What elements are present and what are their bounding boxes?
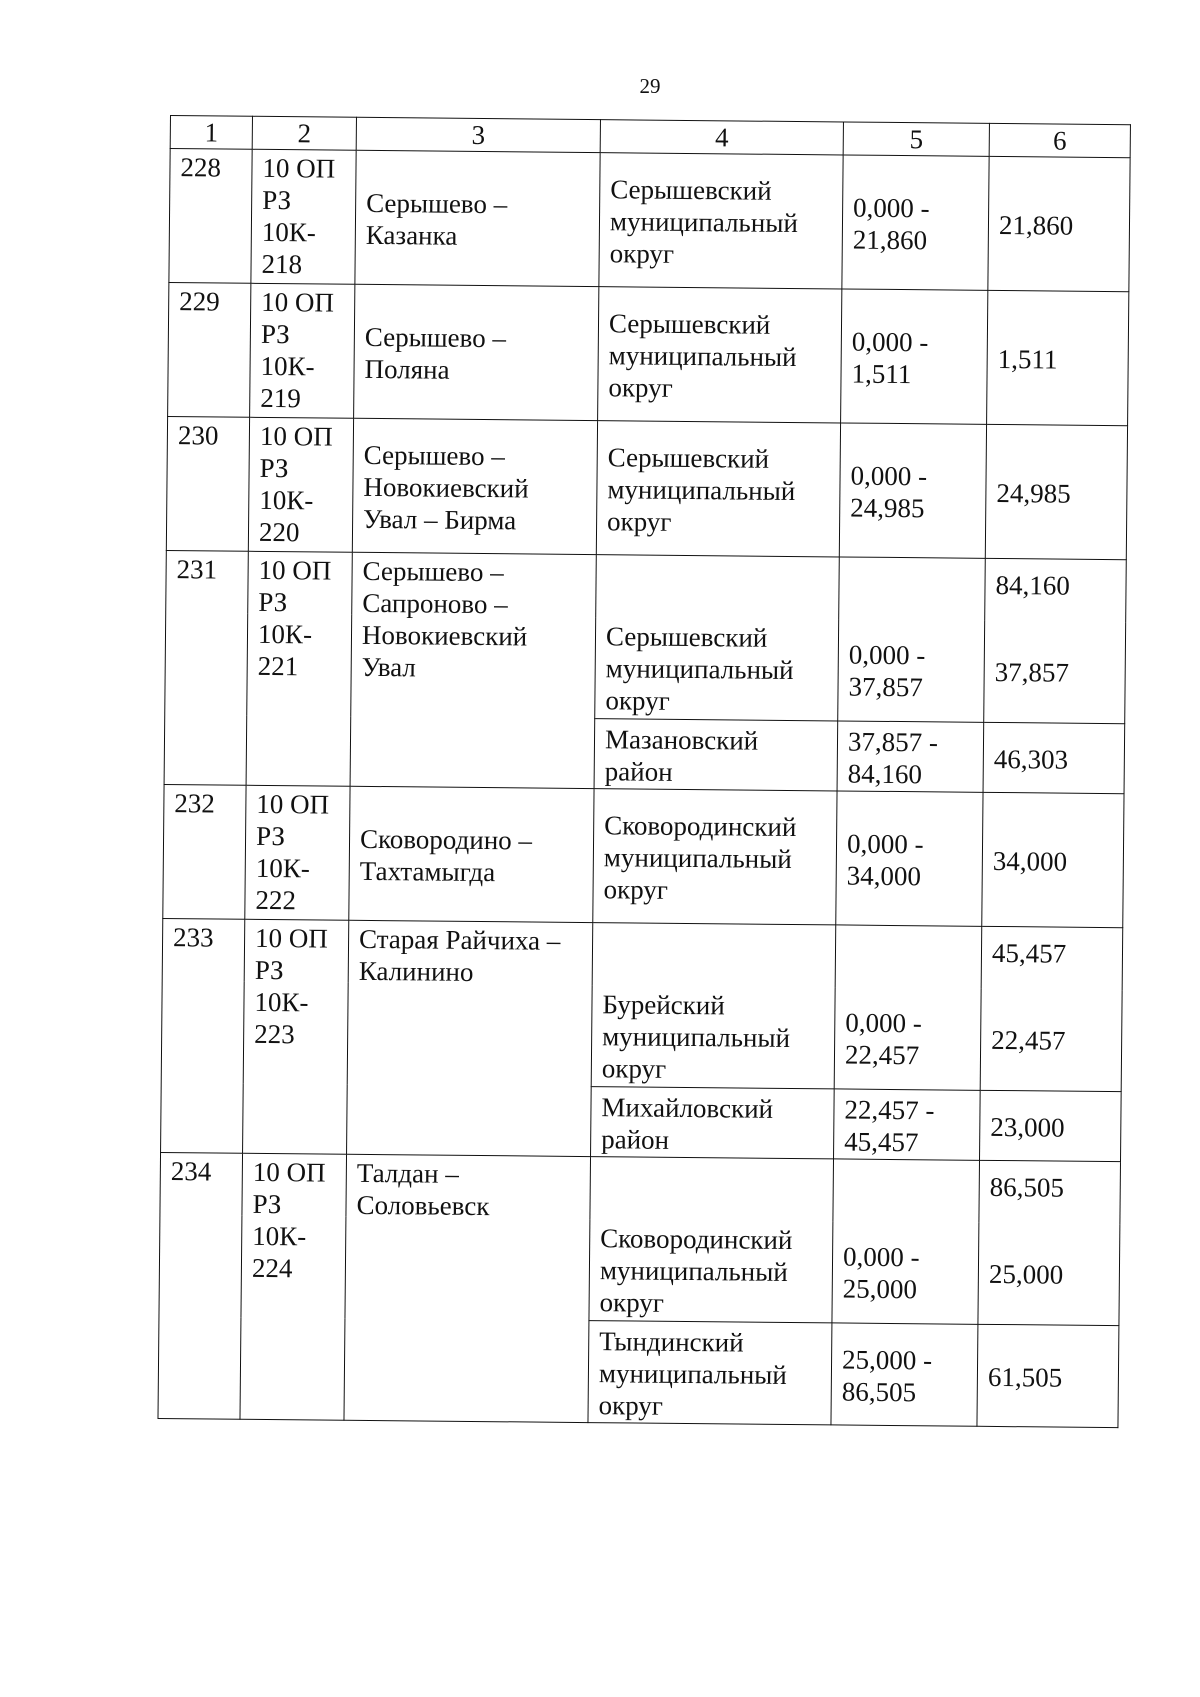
cell-line: 10 ОП (256, 788, 330, 820)
road-code (245, 785, 350, 920)
district (598, 287, 842, 423)
row-number (168, 282, 251, 417)
cell-line: 86,505 (841, 1376, 917, 1407)
cell-line: Новокиевский (361, 619, 528, 652)
cell-line: муниципальный (609, 205, 799, 238)
cell-line: 220 (258, 516, 300, 548)
cell-line: муниципальный (607, 473, 796, 506)
cell-line: Казанка (365, 219, 458, 251)
table-row (160, 1152, 1121, 1223)
cell-line: район (601, 1123, 670, 1155)
road-name (355, 150, 600, 286)
table-row (162, 918, 1123, 989)
table-row (166, 550, 1127, 621)
road-table (157, 115, 1130, 1428)
cell-line: 10К- (259, 484, 314, 516)
cell-line: Серышево – (363, 439, 505, 471)
row-number (163, 784, 246, 919)
segment-length-text: 61,505 (987, 1361, 1063, 1393)
road-code (250, 283, 355, 418)
cell-line: Соловьевск (356, 1189, 490, 1222)
cell-line: 0,000 - (845, 1007, 922, 1039)
cell-line: 10 ОП (252, 1156, 326, 1188)
cell-line: 10 ОП (254, 922, 328, 954)
district-empty (596, 555, 840, 619)
cell-line: 21,860 (852, 224, 928, 255)
cell-line: округ (606, 505, 672, 537)
cell-line: 0,000 - (853, 192, 930, 223)
cell-line: округ (608, 371, 673, 403)
total-length (985, 558, 1127, 621)
total-length-text: 21,860 (998, 209, 1074, 241)
cell-line: Увал (361, 651, 417, 683)
cell-line: 10К- (255, 852, 310, 884)
km-range-empty (835, 925, 982, 988)
total-length-text: 24,985 (996, 477, 1071, 509)
column-header: 6 (989, 123, 1130, 157)
cell-line: РЗ (262, 184, 292, 216)
segment-length-text: 37,857 (994, 657, 1070, 688)
road-name (344, 1154, 591, 1422)
row-number (164, 550, 248, 785)
road-code (240, 1153, 347, 1420)
road-table-sheet (157, 115, 1129, 1428)
km-range (834, 1089, 981, 1160)
cell-line: 0,000 - (842, 1241, 920, 1273)
road-code (246, 551, 352, 786)
cell-line: Серышевский (607, 441, 770, 474)
row-number-text: 229 (179, 286, 220, 317)
column-header: 5 (843, 122, 989, 156)
cell-line: Старая Райчиха – (358, 923, 561, 956)
cell-line: округ (599, 1287, 665, 1319)
km-range (832, 1221, 979, 1324)
district (588, 1321, 832, 1425)
cell-line: 10К- (260, 350, 315, 382)
cell-line: 24,985 (850, 492, 925, 523)
cell-line: 222 (255, 884, 297, 916)
cell-line: округ (598, 1389, 664, 1421)
segment-length-text: 22,457 (991, 1025, 1066, 1056)
cell-line: 22,457 (844, 1039, 920, 1071)
district (595, 617, 839, 721)
cell-line: район (604, 755, 673, 787)
row-number-text: 234 (170, 1156, 212, 1187)
cell-line: 0,000 - (850, 460, 928, 491)
row-number (158, 1152, 243, 1419)
cell-line: муниципальный (602, 1021, 791, 1054)
cell-line: муниципальный (608, 339, 797, 372)
cell-line: РЗ (254, 954, 284, 986)
cell-line: 45,457 (844, 1126, 919, 1157)
km-range-empty (833, 1159, 980, 1222)
road-code (243, 919, 349, 1154)
table-row (169, 149, 1130, 292)
total-length (982, 792, 1124, 927)
cell-line: округ (605, 685, 670, 717)
table-row (163, 784, 1124, 927)
km-range (831, 1323, 978, 1426)
road-code (251, 149, 356, 284)
row-number (161, 918, 245, 1153)
cell-line: 10К- (257, 618, 313, 650)
km-range (841, 289, 988, 424)
km-range (838, 619, 985, 722)
cell-line: округ (601, 1053, 667, 1085)
segment-length (980, 988, 1122, 1091)
cell-line: Михайловский (601, 1091, 774, 1124)
km-range (834, 987, 981, 1090)
cell-line: 1,511 (851, 358, 912, 389)
segment-length-text: 25,000 (988, 1259, 1064, 1290)
cell-line: 221 (257, 650, 299, 682)
cell-line: 10К- (254, 986, 309, 1018)
district (591, 1087, 835, 1159)
cell-line: РЗ (255, 820, 286, 852)
km-range-empty (839, 557, 986, 620)
district (596, 421, 840, 557)
row-number-text: 228 (180, 152, 222, 183)
segment-length (984, 620, 1126, 723)
column-header: 3 (356, 117, 600, 152)
total-length (979, 1160, 1121, 1223)
district (593, 789, 837, 925)
cell-line: 10 ОП (261, 286, 335, 318)
cell-line: 0,000 - (851, 326, 929, 357)
total-length-text: 34,000 (992, 845, 1068, 877)
total-length-text: 1,511 (997, 343, 1058, 375)
table-row (168, 282, 1129, 425)
column-header: 4 (600, 120, 843, 155)
cell-line: Сапроново – (362, 587, 508, 620)
cell-line: 25,000 - (841, 1344, 933, 1375)
cell-line: РЗ (258, 586, 288, 618)
total-length (985, 424, 1127, 559)
cell-line: Мазановский (604, 723, 759, 756)
cell-line: 37,857 - (847, 726, 939, 757)
cell-line: Серышевский (608, 307, 771, 340)
row-number-text: 231 (176, 554, 218, 585)
cell-line: Тындинский (599, 1325, 744, 1358)
column-header: 1 (170, 116, 252, 150)
road-name (352, 418, 597, 554)
cell-line: 34,000 (846, 860, 922, 891)
segment-length (980, 1090, 1122, 1161)
district (589, 1219, 833, 1323)
road-name (347, 920, 593, 1156)
segment-length (977, 1324, 1119, 1427)
cell-line: Сковородинский (600, 1223, 793, 1256)
cell-line: 0,000 - (846, 828, 924, 859)
cell-line: Увал – Бирма (362, 503, 517, 535)
total-length-text: 45,457 (991, 937, 1067, 969)
cell-line: Бурейский (602, 989, 725, 1021)
cell-line: муниципальный (599, 1255, 788, 1288)
cell-line: 25,000 (842, 1273, 918, 1305)
total-length (988, 156, 1130, 291)
cell-line: Серышево – (364, 321, 507, 353)
cell-line: округ (609, 237, 675, 269)
cell-line: округ (603, 873, 669, 905)
page-number: 29 (639, 74, 661, 98)
cell-line: Поляна (364, 353, 450, 385)
column-header: 2 (252, 116, 356, 150)
cell-line: 10К- (261, 216, 317, 248)
district (599, 153, 843, 289)
cell-line: 22,457 - (844, 1094, 935, 1125)
cell-line: Серышевский (605, 621, 768, 654)
cell-line: Серышево – (362, 555, 504, 588)
row-number (169, 149, 252, 284)
cell-line: Тахтамыгда (359, 855, 496, 887)
road-name (350, 552, 596, 788)
cell-line: 37,857 (848, 671, 923, 703)
cell-line: 10 ОП (262, 152, 336, 184)
cell-line: Сковородино – (359, 823, 533, 856)
cell-line: Серышево – (366, 187, 508, 219)
cell-line: Калинино (358, 955, 474, 987)
total-length (981, 926, 1123, 989)
cell-line: Серышевский (610, 173, 772, 206)
cell-line: Сковородинский (604, 809, 797, 842)
segment-length (978, 1222, 1120, 1325)
segment-length-text: 46,303 (993, 743, 1069, 775)
cell-line: 10 ОП (259, 420, 333, 452)
total-length (987, 290, 1129, 425)
district-empty (590, 1157, 834, 1221)
cell-line: муниципальный (598, 1357, 787, 1390)
km-range (837, 721, 984, 792)
road-name (354, 284, 599, 420)
cell-line: 10К- (252, 1220, 307, 1252)
cell-line: муниципальный (603, 841, 792, 874)
km-range (836, 791, 983, 926)
district-empty (592, 923, 836, 987)
cell-line: РЗ (252, 1188, 282, 1220)
road-name (349, 786, 594, 922)
segment-length (983, 722, 1125, 793)
total-length-text: 84,160 (995, 569, 1070, 601)
row-number-text: 233 (172, 922, 214, 953)
segment-length-text: 23,000 (990, 1111, 1065, 1143)
cell-line: Новокиевский (363, 471, 529, 503)
cell-line: 218 (261, 248, 303, 280)
row-number-text: 232 (174, 788, 216, 819)
cell-line: РЗ (260, 318, 290, 350)
row-number (166, 416, 249, 551)
district (594, 719, 838, 791)
cell-line: 10 ОП (258, 554, 332, 586)
total-length-text: 86,505 (989, 1171, 1065, 1203)
cell-line: муниципальный (605, 653, 794, 686)
cell-line: РЗ (259, 452, 289, 484)
cell-line: Талдан – (356, 1157, 459, 1189)
row-number-text: 230 (177, 420, 219, 451)
cell-line: 219 (260, 382, 301, 414)
cell-line: 84,160 (847, 758, 923, 789)
table-row (166, 416, 1127, 559)
km-range (842, 155, 989, 290)
cell-line: 223 (254, 1018, 295, 1050)
cell-line: 0,000 - (848, 639, 926, 671)
cell-line: 224 (251, 1252, 293, 1284)
road-code (248, 417, 353, 552)
district (591, 985, 835, 1089)
km-range (839, 423, 986, 558)
